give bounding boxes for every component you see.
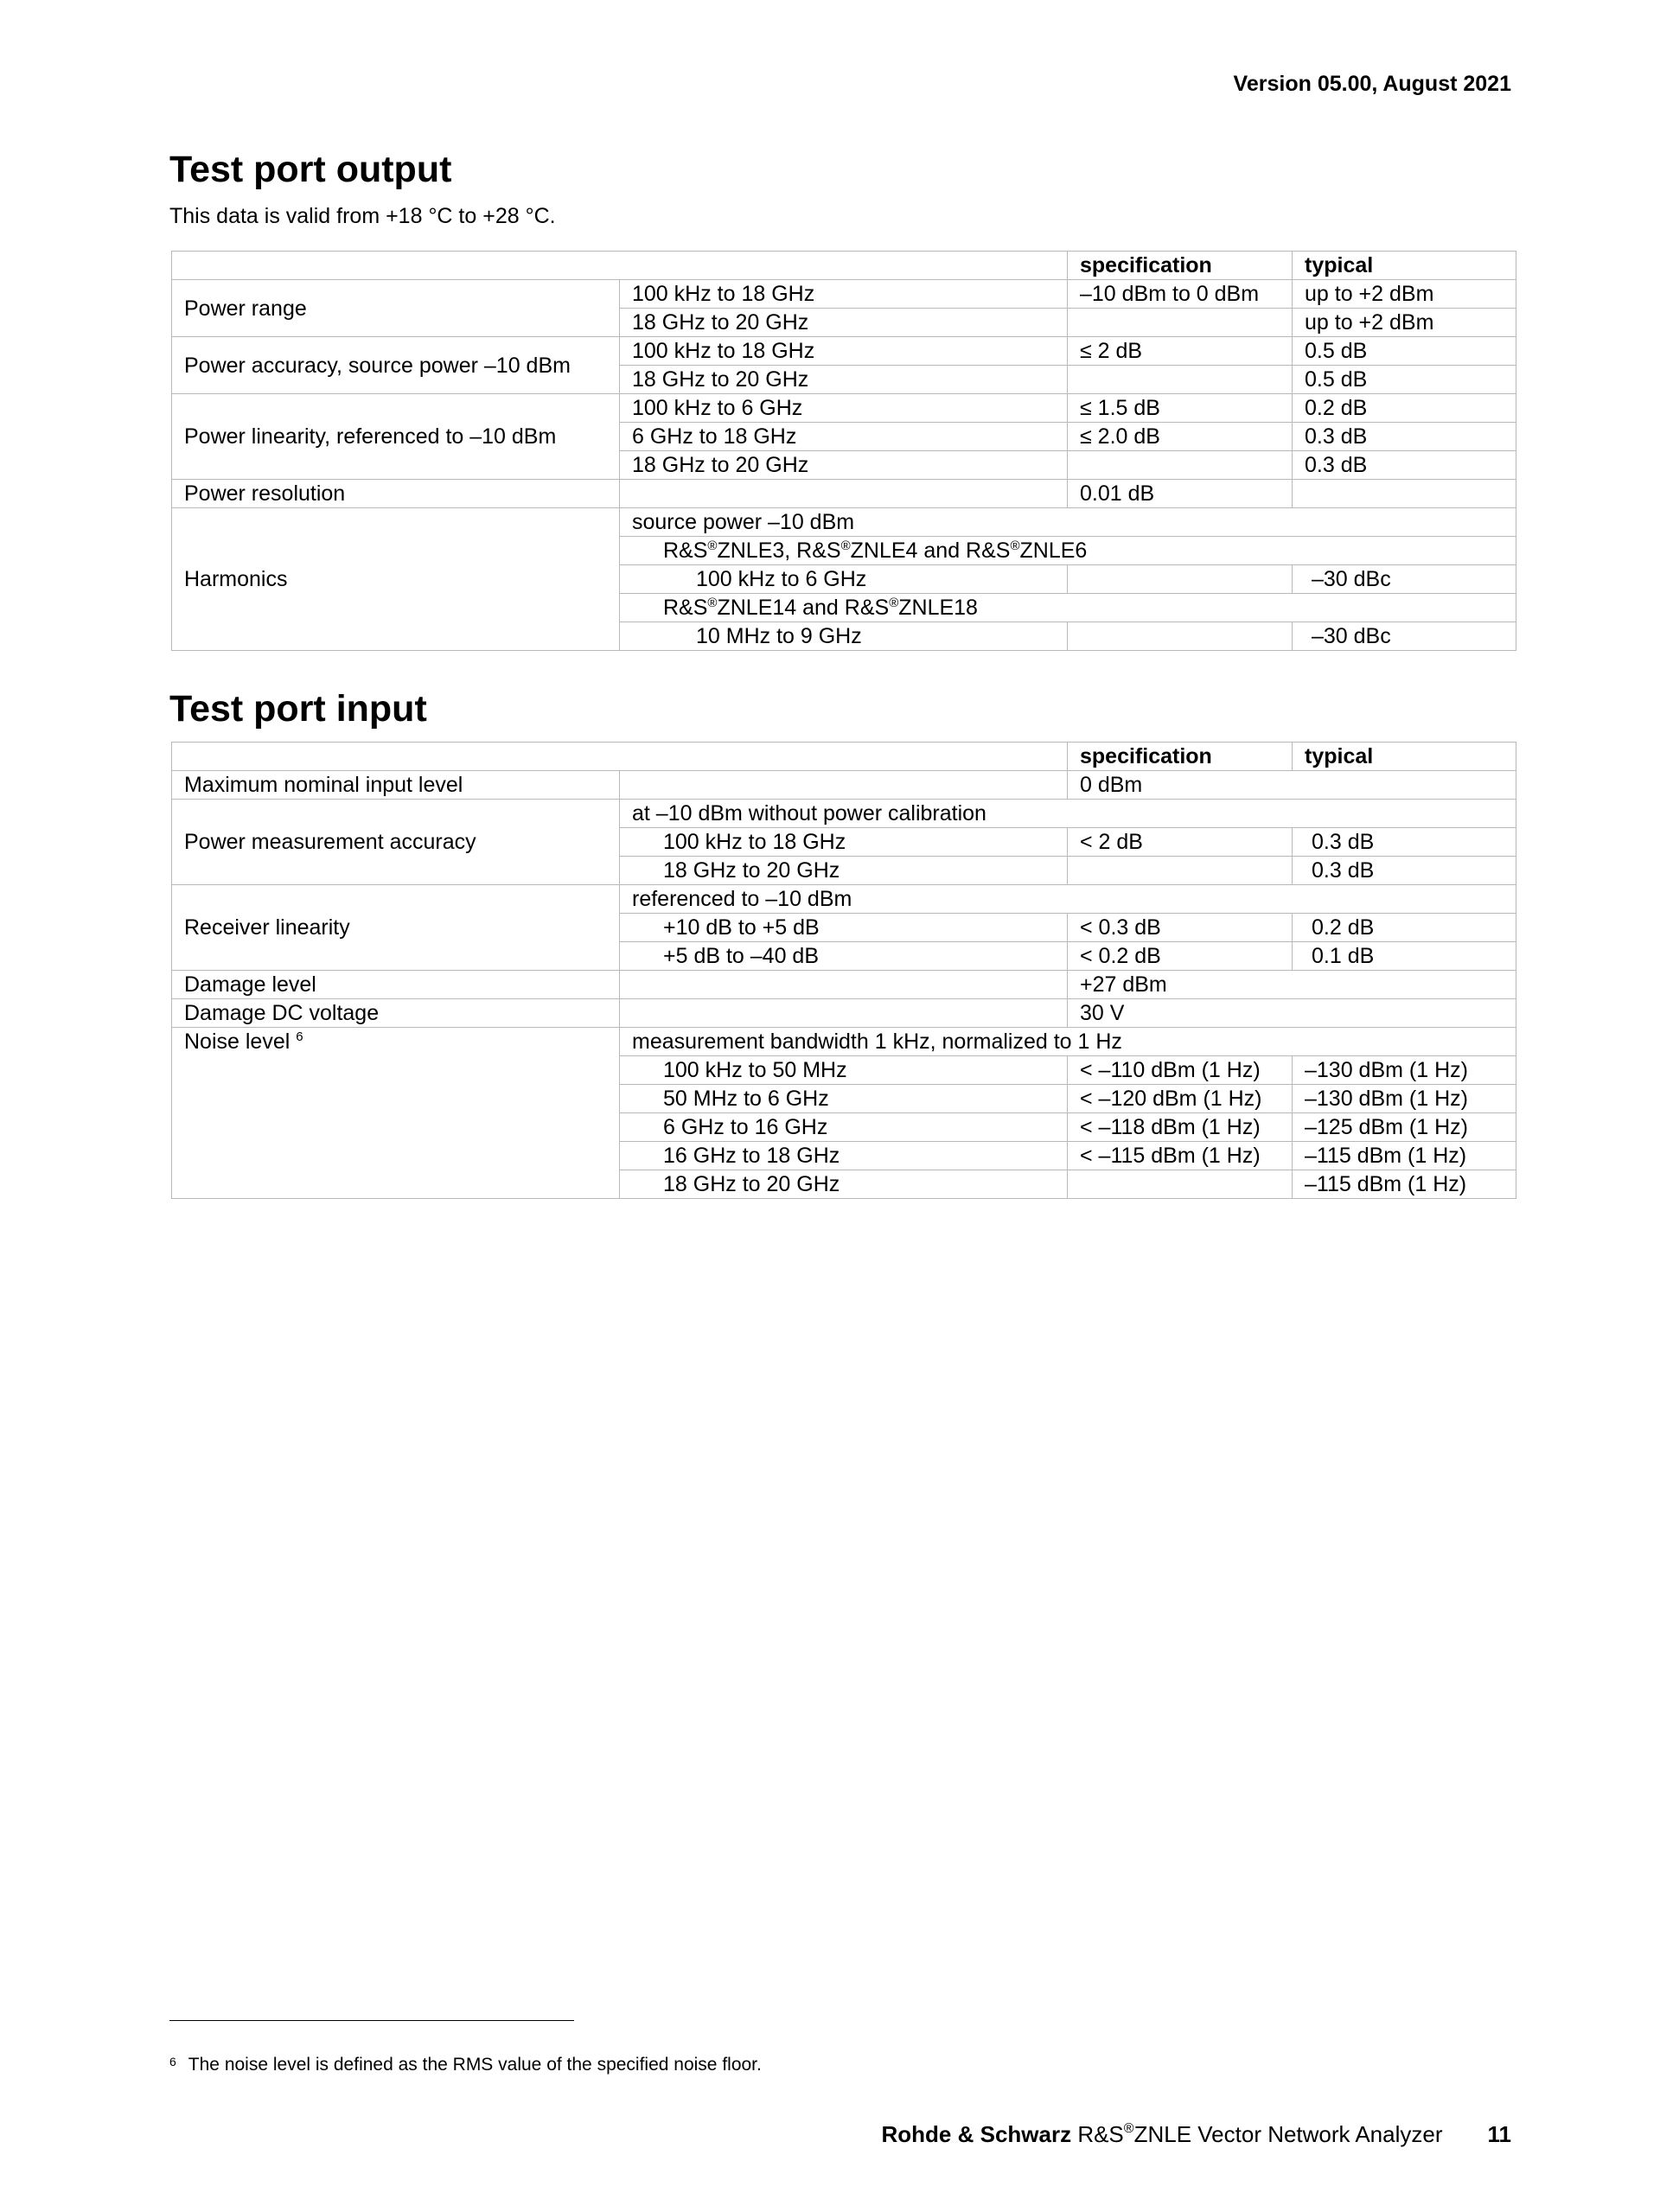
condition-cell: at –10 dBm without power calibration [620, 800, 1516, 828]
typical-cell: 0.3 dB [1293, 857, 1516, 885]
typical-cell: 0.2 dB [1293, 394, 1516, 423]
registered-mark: ® [707, 596, 718, 610]
spec-cell: < –115 dBm (1 Hz) [1068, 1142, 1293, 1170]
table-header-row [172, 252, 1516, 280]
header-typical: typical [1293, 252, 1516, 280]
typical-cell: –130 dBm (1 Hz) [1293, 1085, 1516, 1113]
range-cell: 50 MHz to 6 GHz [620, 1085, 1068, 1113]
table-row [172, 800, 1516, 828]
range-cell: 100 kHz to 50 MHz [620, 1056, 1068, 1085]
param-receiver-linearity: Receiver linearity [172, 885, 620, 971]
table-row [172, 394, 1516, 423]
header-blank [172, 252, 1068, 280]
range-cell [620, 999, 1068, 1028]
range-cell: +10 dB to +5 dB [620, 914, 1068, 942]
param-noise-level [172, 1028, 620, 1199]
model-text: ZNLE3, R&S [717, 539, 841, 563]
range-cell: 18 GHz to 20 GHz [620, 857, 1068, 885]
condition-cell: referenced to –10 dBm [620, 885, 1516, 914]
typical-cell: –30 dBc [1293, 565, 1516, 594]
model-group-cell [620, 594, 1516, 622]
table-row [172, 1028, 1516, 1056]
spec-cell: +27 dBm [1068, 971, 1516, 999]
spec-cell: 30 V [1068, 999, 1516, 1028]
header-specification: specification [1068, 743, 1293, 771]
typical-cell: –115 dBm (1 Hz) [1293, 1142, 1516, 1170]
table-header-row [172, 743, 1516, 771]
typical-cell: 0.1 dB [1293, 942, 1516, 971]
registered-mark: ® [889, 596, 899, 610]
test-port-output-table [171, 251, 1516, 651]
spec-cell: < 2 dB [1068, 828, 1293, 857]
footer-product-name: ZNLE Vector Network Analyzer [1133, 2121, 1443, 2147]
spec-cell: ≤ 2.0 dB [1068, 423, 1293, 451]
registered-mark: ® [840, 539, 851, 553]
range-cell: 18 GHz to 20 GHz [620, 1170, 1068, 1199]
typical-cell: –115 dBm (1 Hz) [1293, 1170, 1516, 1199]
footnote-number: 6 [169, 2055, 176, 2069]
range-cell: 16 GHz to 18 GHz [620, 1142, 1068, 1170]
table-row [172, 771, 1516, 800]
spec-cell: < –110 dBm (1 Hz) [1068, 1056, 1293, 1085]
model-text: ZNLE4 and R&S [850, 539, 1011, 563]
range-cell [620, 480, 1068, 508]
footnote [169, 2055, 762, 2075]
spec-cell [1068, 857, 1293, 885]
param-power-measurement-accuracy: Power measurement accuracy [172, 800, 620, 885]
table-row [172, 508, 1516, 537]
range-cell: 6 GHz to 18 GHz [620, 423, 1068, 451]
document-version: Version 05.00, August 2021 [1233, 72, 1511, 96]
table-row [172, 999, 1516, 1028]
spec-cell [1068, 622, 1293, 651]
registered-mark: ® [1123, 2121, 1134, 2136]
typical-cell: 0.3 dB [1293, 423, 1516, 451]
param-power-linearity: Power linearity, referenced to –10 dBm [172, 394, 620, 480]
model-text: R&S [663, 596, 708, 620]
header-blank [172, 743, 1068, 771]
param-damage-dc-voltage: Damage DC voltage [172, 999, 620, 1028]
footer-brand: Rohde & Schwarz [881, 2121, 1072, 2147]
range-cell: 18 GHz to 20 GHz [620, 451, 1068, 480]
typical-cell: –30 dBc [1293, 622, 1516, 651]
spec-cell: < 0.3 dB [1068, 914, 1293, 942]
spec-cell: < 0.2 dB [1068, 942, 1293, 971]
typical-cell: up to +2 dBm [1293, 280, 1516, 309]
typical-cell: –125 dBm (1 Hz) [1293, 1113, 1516, 1142]
spec-cell: < –118 dBm (1 Hz) [1068, 1113, 1293, 1142]
range-cell: 10 MHz to 9 GHz [620, 622, 1068, 651]
condition-cell: measurement bandwidth 1 kHz, normalized to 1 Hz [620, 1028, 1516, 1056]
typical-cell: 0.3 dB [1293, 451, 1516, 480]
model-text: ZNLE6 [1019, 539, 1088, 563]
param-power-accuracy: Power accuracy, source power –10 dBm [172, 337, 620, 394]
model-text: R&S [663, 539, 708, 563]
section-title-test-port-output: Test port output [169, 149, 452, 190]
footnote-text: The noise level is defined as the RMS value of the specified noise floor. [188, 2055, 762, 2075]
spec-cell: ≤ 2 dB [1068, 337, 1293, 366]
typical-cell [1293, 480, 1516, 508]
range-cell: 6 GHz to 16 GHz [620, 1113, 1068, 1142]
registered-mark: ® [1010, 539, 1020, 553]
typical-cell: –130 dBm (1 Hz) [1293, 1056, 1516, 1085]
param-harmonics: Harmonics [172, 508, 620, 651]
table-row [172, 885, 1516, 914]
condition-cell: source power –10 dBm [620, 508, 1516, 537]
footnote-divider [169, 2020, 574, 2021]
spec-cell [1068, 1170, 1293, 1199]
typical-cell: 0.5 dB [1293, 337, 1516, 366]
spec-cell: 0 dBm [1068, 771, 1516, 800]
typical-cell: 0.2 dB [1293, 914, 1516, 942]
param-power-range: Power range [172, 280, 620, 337]
validity-note: This data is valid from +18 °C to +28 °C. [169, 204, 556, 228]
section-title-test-port-input: Test port input [169, 688, 427, 730]
range-cell: 18 GHz to 20 GHz [620, 309, 1068, 337]
spec-cell: –10 dBm to 0 dBm [1068, 280, 1293, 309]
model-text: ZNLE14 and R&S [717, 596, 890, 620]
page-footer [882, 2121, 1512, 2148]
spec-cell [1068, 309, 1293, 337]
test-port-input-table [171, 742, 1516, 1199]
range-cell: 100 kHz to 18 GHz [620, 280, 1068, 309]
registered-mark: ® [707, 539, 718, 553]
header-specification: specification [1068, 252, 1293, 280]
table-row [172, 337, 1516, 366]
typical-cell: 0.3 dB [1293, 828, 1516, 857]
typical-cell: up to +2 dBm [1293, 309, 1516, 337]
header-typical: typical [1293, 743, 1516, 771]
range-cell: 100 kHz to 18 GHz [620, 828, 1068, 857]
table-row [172, 280, 1516, 309]
range-cell [620, 971, 1068, 999]
range-cell: 18 GHz to 20 GHz [620, 366, 1068, 394]
param-power-resolution: Power resolution [172, 480, 620, 508]
spec-cell [1068, 565, 1293, 594]
param-max-input-level: Maximum nominal input level [172, 771, 620, 800]
model-group-cell [620, 537, 1516, 565]
range-cell: 100 kHz to 18 GHz [620, 337, 1068, 366]
range-cell: 100 kHz to 6 GHz [620, 565, 1068, 594]
range-cell [620, 771, 1068, 800]
model-text: ZNLE18 [898, 596, 978, 620]
page-number: 11 [1487, 2121, 1511, 2147]
table-row [172, 971, 1516, 999]
param-damage-level: Damage level [172, 971, 620, 999]
footer-product: R&S [1071, 2121, 1124, 2147]
spec-cell [1068, 451, 1293, 480]
spec-cell: ≤ 1.5 dB [1068, 394, 1293, 423]
range-cell: +5 dB to –40 dB [620, 942, 1068, 971]
footnote-ref[interactable]: 6 [296, 1030, 303, 1044]
typical-cell: 0.5 dB [1293, 366, 1516, 394]
noise-level-label: Noise level [184, 1030, 290, 1054]
spec-cell: < –120 dBm (1 Hz) [1068, 1085, 1293, 1113]
table-row [172, 480, 1516, 508]
spec-cell [1068, 366, 1293, 394]
range-cell: 100 kHz to 6 GHz [620, 394, 1068, 423]
spec-cell: 0.01 dB [1068, 480, 1293, 508]
